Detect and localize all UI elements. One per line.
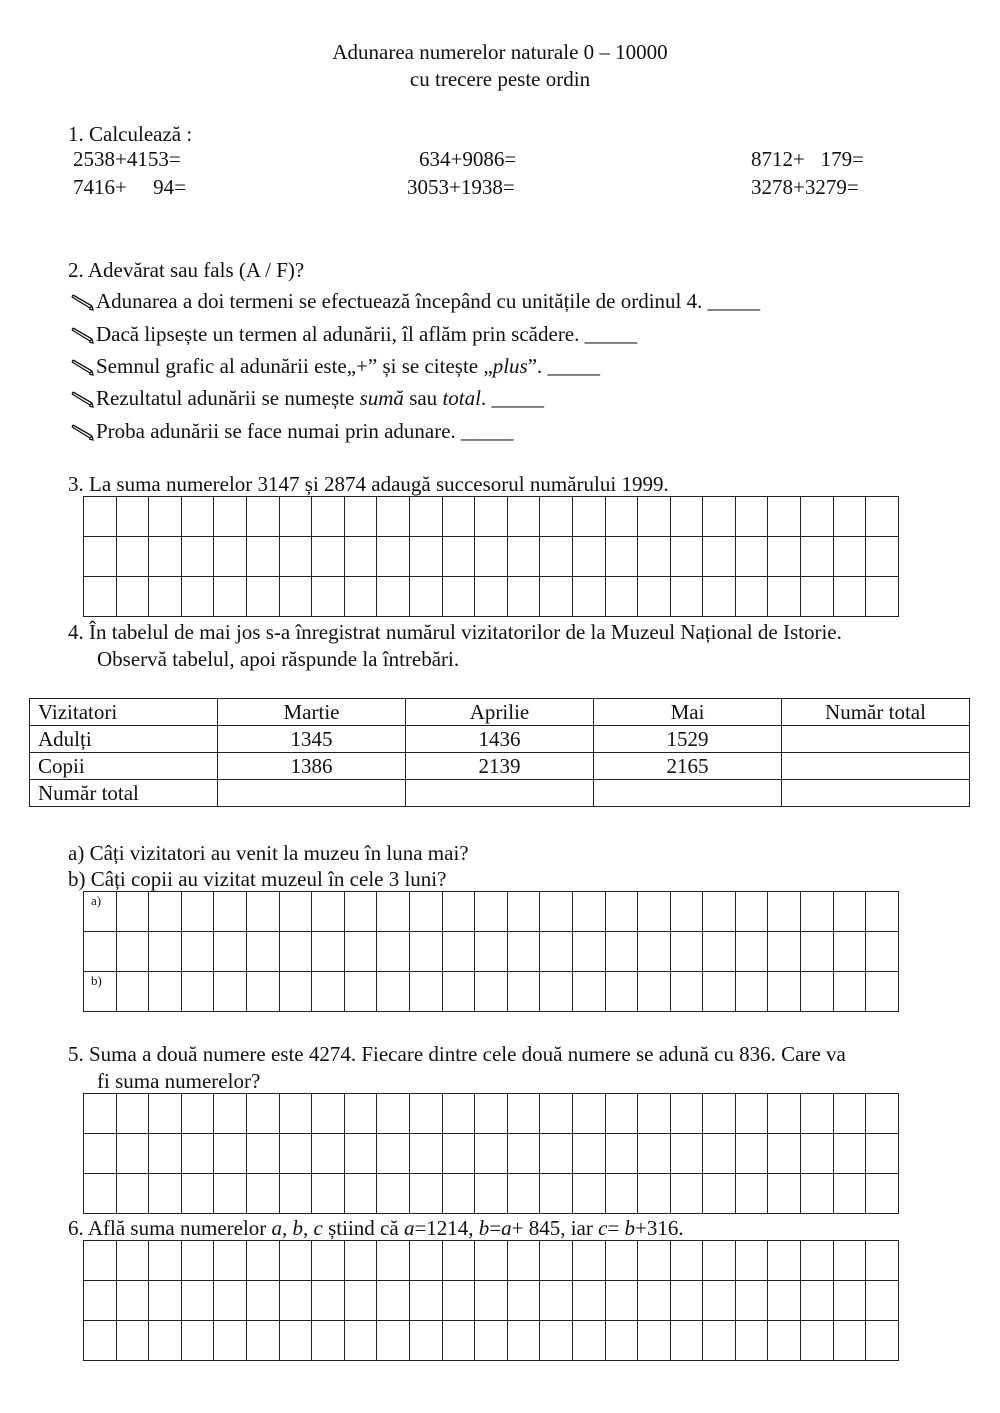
page-title: Adunarea numerelor naturale 0 – 10000 (332, 40, 668, 64)
page-subtitle: cu trecere peste ordin (409, 67, 591, 91)
visitors-table (29, 698, 970, 807)
ex3-text: 3. La suma numerelor 3147 și 2874 adaugă succesorul numărului 1999. (68, 472, 669, 496)
answer-grid-ex5[interactable] (83, 1093, 899, 1214)
grid-label-b: b) (91, 973, 102, 988)
pencil-icon (70, 419, 96, 444)
table-cell: 1436 (406, 726, 594, 753)
ex4-text: 4. În tabelul de mai jos s-a înregistrat numărul vizitatorilor de la Muzeul Național de Istorie. (68, 620, 842, 644)
ex2-statement: Semnul grafic al adunării este„+” și se citește „plus”. _____ (70, 354, 600, 379)
table-header: Mai (594, 699, 782, 726)
answer-grid-ex6[interactable] (83, 1240, 899, 1361)
table-cell: Număr total (30, 780, 218, 807)
table-header-row (30, 699, 970, 726)
table-header: Număr total (782, 699, 970, 726)
table-cell: 1386 (218, 753, 406, 780)
table-cell: 1345 (218, 726, 406, 753)
ex5-text: fi suma numerelor? (97, 1069, 261, 1093)
table-cell-answer[interactable] (406, 780, 594, 807)
ex2-statement: Dacă lipsește un termen al adunării, îl aflăm prin scădere. _____ (70, 322, 637, 347)
ex2-statement: Proba adunării se face numai prin adunare. _____ (70, 419, 514, 444)
ex1-item: 7416+ 94= (73, 175, 186, 199)
table-cell: Copii (30, 753, 218, 780)
answer-grid-ex4[interactable] (83, 891, 899, 1012)
ex2-heading: 2. Adevărat sau fals (A / F)? (68, 258, 305, 282)
table-row (30, 780, 970, 807)
table-header: Aprilie (406, 699, 594, 726)
table-cell-answer[interactable] (782, 753, 970, 780)
ex4-text: Observă tabelul, apoi răspunde la întrebări. (97, 647, 460, 671)
table-cell: 1529 (594, 726, 782, 753)
answer-grid-ex3[interactable] (83, 496, 899, 617)
table-row (30, 753, 970, 780)
table-header: Martie (218, 699, 406, 726)
grid-label-a: a) (91, 893, 102, 908)
ex1-heading: 1. Calculează : (68, 122, 193, 146)
table-cell-answer[interactable] (594, 780, 782, 807)
table-cell: 2139 (406, 753, 594, 780)
table-cell-answer[interactable] (782, 726, 970, 753)
table-row (30, 726, 970, 753)
ex5-text: 5. Suma a două numere este 4274. Fiecare dintre cele două numere se adună cu 836. Care va (68, 1042, 846, 1066)
ex2-statement: Rezultatul adunării se numește sumă sau total. _____ (70, 386, 544, 411)
pencil-icon (70, 354, 96, 379)
ex2-statement: Adunarea a doi termeni se efectuează începând cu unitățile de ordinul 4. _____ (70, 289, 760, 314)
table-cell-answer[interactable] (782, 780, 970, 807)
ex1-item: 3278+3279= (751, 175, 859, 199)
ex1-item: 3053+1938= (407, 175, 515, 199)
ex4-question-b: b) Câți copii au vizitat muzeul în cele 3 luni? (68, 867, 447, 891)
ex1-item: 634+9086= (419, 147, 517, 171)
pencil-icon (70, 289, 96, 314)
ex1-item: 2538+4153= (73, 147, 181, 171)
table-cell-answer[interactable] (218, 780, 406, 807)
pencil-icon (70, 386, 96, 411)
pencil-icon (70, 322, 96, 347)
ex1-item: 8712+ 179= (751, 147, 864, 171)
ex4-question-a: a) Câți vizitatori au venit la muzeu în luna mai? (68, 841, 469, 865)
table-cell: 2165 (594, 753, 782, 780)
ex6-text: 6. Află suma numerelor a, b, c știind că a=1214, b=a+ 845, iar c= b+316. (68, 1216, 684, 1240)
table-header: Vizitatori (30, 699, 218, 726)
table-cell: Adulți (30, 726, 218, 753)
